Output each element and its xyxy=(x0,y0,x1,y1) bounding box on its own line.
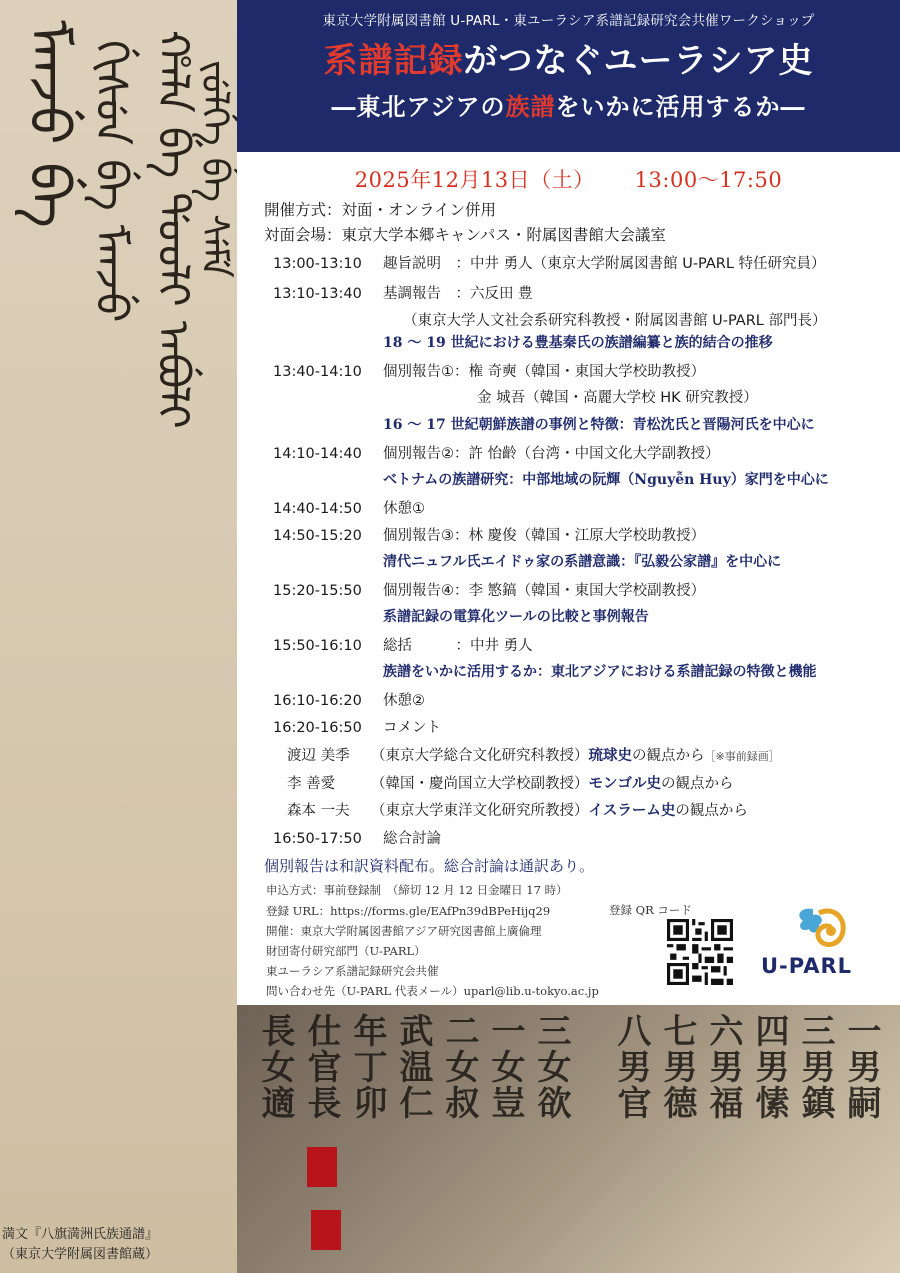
photo-text-column: 二女叔 xyxy=(439,1013,479,1121)
program-item: 14:40-14:50 休憩① xyxy=(273,501,425,517)
program-item: 16:20-16:50 コメント xyxy=(273,720,441,736)
main-title: 系譜記録がつなぐユーラシア史 xyxy=(323,41,814,81)
event-mode: 開催方式：対面・オンライン併用 xyxy=(264,201,497,219)
talk-topic: 族譜をいかに活用するか：東北アジアにおける系譜記録の特徴と機能 xyxy=(383,664,817,680)
commentator-row: 渡辺 美季 （東京大学総合文化研究科教授）琉球史の観点から［※事前録画］ xyxy=(287,748,780,764)
host-info: 財団寄付研究部門（U-PARL） xyxy=(266,944,426,958)
photo-text-column: 武温仁 xyxy=(393,1013,433,1121)
program-item: 15:20-15:50 個別報告④：李 慜鎬（韓国・東国大学校副教授） xyxy=(273,583,706,599)
event-date: 2025年12月13日（土） 13:00～17:50 xyxy=(354,168,783,192)
photo-text-column: 三男鎮 xyxy=(795,1013,835,1121)
qr-label: 登録 QR コード xyxy=(609,903,692,917)
contact-email[interactable]: 問い合わせ先（U-PARL 代表メール）uparl@lib.u-tokyo.ac.jp xyxy=(266,984,599,998)
program-item: 13:40-14:10 個別報告①：権 奇奭（韓国・東国大学校助教授） xyxy=(273,364,706,380)
program-item: 16:10-16:20 休憩② xyxy=(273,693,425,709)
talk-topic: 16 ～ 17 世紀朝鮮族譜の事例と特徴：青松沈氏と晋陽河氏を中心に xyxy=(383,417,815,433)
program-item: 14:50-15:20 個別報告③：林 慶俊（韓国・江原大学校助教授） xyxy=(273,528,706,544)
program-item: 16:50-17:50 総合討論 xyxy=(273,831,441,847)
genealogy-book-photo xyxy=(237,1005,900,1273)
qr-code-icon[interactable] xyxy=(667,919,733,985)
photo-text-column: 一男嗣 xyxy=(841,1013,881,1121)
uparl-logo-text: U-PARL xyxy=(761,954,853,978)
program-item: 15:50-16:10 総括 ：中井 勇人 xyxy=(273,638,533,654)
subtitle: ―東北アジアの族譜をいかに活用するか― xyxy=(331,92,806,121)
manchu-manuscript-image xyxy=(0,0,237,1273)
red-seal-mark xyxy=(307,1147,337,1187)
header-banner xyxy=(237,0,900,152)
program-section xyxy=(237,152,900,1005)
registration-url[interactable]: 登録 URL：https://forms.gle/EAfPn39dBPeHijq29 xyxy=(266,904,551,918)
talk-topic: 18 ～ 19 世紀における豊基秦氏の族譜編纂と族的結合の推移 xyxy=(383,335,773,351)
manchu-script-column: ᠮᠠᠨᠵᡠ ᠪᡝ xyxy=(16,20,81,228)
commentator-row: 森本 一夫 （東京大学東洋文化研究所教授）イスラーム史の観点から xyxy=(287,803,748,819)
organizer-line: 東京大学附属図書館 U-PARL・東ユーラシア系譜記録研究会共催ワークショップ xyxy=(322,13,815,29)
translation-note: 個別報告は和訳資料配布。総合討論は通訳あり。 xyxy=(264,857,595,875)
commentator-row: 李 善愛 （韓国・慶尚国立大学校副教授）モンゴル史の観点から xyxy=(287,776,734,792)
host-info: 開催：東京大学附属図書館アジア研究図書館上廣倫理 xyxy=(266,924,542,938)
cohost-info: 東ユーラシア系譜記録研究会共催 xyxy=(266,964,439,978)
image-caption: 満文『八旗満洲氏族通譜』 （東京大学附属図書館蔵） xyxy=(2,1227,159,1262)
program-item: 13:10-13:40 基調報告 ：六反田 豊 xyxy=(273,286,533,302)
manchu-script-column: ᡥᠠᠯᠠ ᠪᡝ ᡩᠣᠣᠯᡳ ᠠᠪᡠᠯᡳ xyxy=(147,30,198,429)
program-item: 14:10-14:40 個別報告②：許 怡齡（台湾・中国文化大学副教授） xyxy=(273,446,720,462)
event-time: 13:00～17:50 xyxy=(634,168,783,192)
manchu-script-column: ᠵᡠᠯᡤᡝ ᠪᡝ ᠰᡝᠮᡝ xyxy=(193,60,237,278)
red-seal-mark xyxy=(311,1210,341,1250)
photo-text-column: 年丁卯 xyxy=(347,1013,387,1121)
photo-text-column: 四男愫 xyxy=(749,1013,789,1121)
talk-topic: ベトナムの族譜研究：中部地域の阮輝（Nguyễn Huy）家門を中心に xyxy=(383,472,829,488)
photo-text-column: 八男官 xyxy=(611,1013,651,1121)
program-item: 13:00-13:10 趣旨説明 ：中井 勇人（東京大学附属図書館 U-PARL 特任研究員） xyxy=(273,256,826,272)
talk-topic: 系譜記録の電算化ツールの比較と事例報告 xyxy=(383,609,649,625)
photo-text-column: 七男德 xyxy=(657,1013,697,1121)
photo-text-column: 仕官長 xyxy=(301,1013,341,1121)
program-item: （東京大学人文社会系研究科教授・附属図書館 U-PARL 部門長） xyxy=(403,313,827,329)
photo-text-column: 一女豈 xyxy=(485,1013,525,1121)
photo-text-column: 三女欲 xyxy=(531,1013,571,1121)
photo-text-column: 長女適 xyxy=(255,1013,295,1121)
manchu-script-column: ᡤᡳᠰᡠᠨ ᠪᡝ ᠮᠠᠨᠵᡠ xyxy=(85,40,136,323)
registration-method: 申込方式：事前登録制 （締切 12 月 12 日金曜日 17 時） xyxy=(266,883,568,897)
photo-text-column: 六男福 xyxy=(703,1013,743,1121)
program-item: 金 城吾（韓国・高麗大学校 HK 研究教授） xyxy=(477,390,758,406)
event-venue: 対面会場：東京大学本郷キャンパス・附属図書館大会議室 xyxy=(264,226,666,244)
talk-topic: 清代ニュフル氏エイドゥ家の系譜意識：『弘毅公家譜』を中心に xyxy=(383,554,782,570)
